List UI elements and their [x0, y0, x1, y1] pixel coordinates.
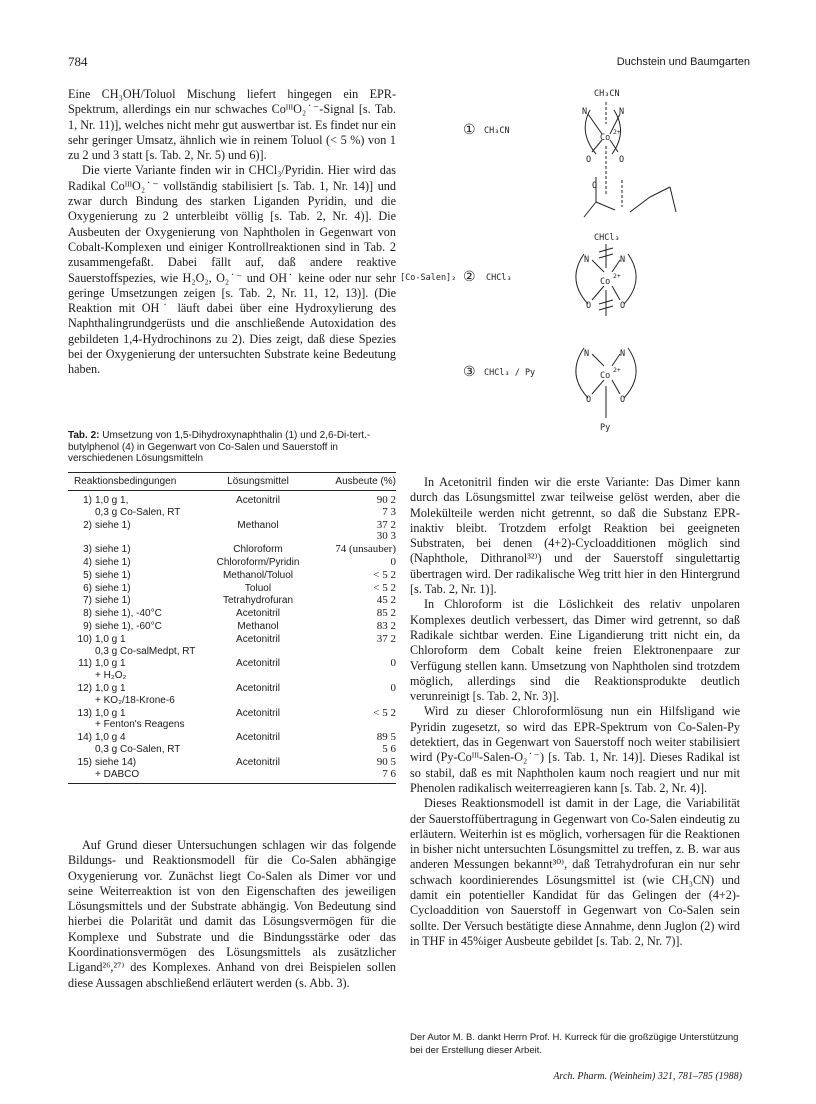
table-header-rule	[68, 490, 396, 491]
axial-ligand-label: CHCl₃	[594, 233, 620, 243]
yield-cell	[314, 683, 396, 707]
row-number: 8)	[83, 608, 92, 620]
axial-ligand-label: Py	[600, 423, 611, 433]
atom-n: N	[582, 107, 588, 117]
yield-value: 85 2	[376, 607, 396, 620]
right-column	[410, 475, 740, 949]
yield-cell	[314, 732, 396, 756]
bond	[592, 380, 604, 394]
condition-text: 1,0 g 1	[95, 633, 126, 645]
column-header: Lösungsmittel	[227, 476, 289, 487]
yield-cell	[314, 608, 396, 620]
table-row	[68, 757, 396, 781]
condition-text-2: 0,3 g Co-Salen, RT	[95, 506, 181, 518]
co-charge: 2+	[613, 128, 621, 136]
yield-cell	[314, 520, 396, 544]
atom-co: Co	[600, 371, 611, 381]
yield-value: 90 2	[376, 494, 396, 506]
table-row	[68, 634, 396, 658]
condition-cell	[68, 608, 202, 620]
row-number: 15)	[77, 756, 92, 768]
condition-text-2: 0,3 g Co-salMedpt, RT	[95, 645, 196, 657]
row-number: 12)	[77, 682, 92, 694]
column-header: Ausbeute (%)	[335, 476, 396, 487]
atom-o: O	[592, 181, 598, 191]
table-row	[68, 621, 396, 633]
bond	[584, 202, 596, 217]
table-2	[68, 472, 396, 784]
table-row	[68, 570, 396, 582]
yield-cell	[314, 757, 396, 781]
table-row	[68, 658, 396, 682]
solvent-cell: Methanol	[237, 519, 279, 531]
solvent-cell: Methanol/Toluol	[222, 569, 294, 581]
bond	[650, 187, 670, 197]
condition-text: 1,0 g 1	[95, 682, 126, 694]
yield-value: < 5 2	[373, 568, 396, 581]
scheme-solvent-label: CHCl₃	[486, 273, 512, 283]
condition-cell	[68, 683, 202, 707]
table-row	[68, 608, 396, 620]
atom-n: N	[584, 255, 590, 265]
yield-value: 37 2	[376, 518, 396, 531]
solvent-cell: Acetonitril	[236, 495, 280, 506]
yield-cell	[314, 658, 396, 682]
paragraph: In Chloroform ist die Löslichkeit des relativ unpolaren Komplexes deutlich verbessert, das Dimer wird getrennt, so daß Radikale sichtbar werden. Eine Ligandierung tritt nicht ein, da Chloroform dem Cobalt keine freien Elektronenpaare zur Verfügung stellen kann. Umsetzung von Naphtholen sind trotzdem möglich, allerdings sind die Reaktionsprodukte deutlich verunreinigt [s. Tab. 2, Nr. 3)].	[410, 597, 740, 704]
table-row	[68, 595, 396, 607]
row-number: 5)	[83, 569, 92, 581]
row-number: 14)	[77, 732, 92, 744]
atom-n: N	[619, 107, 625, 117]
row-number: 7)	[83, 595, 92, 607]
solvent-cell: Acetonitril	[236, 682, 280, 694]
condition-cell	[68, 495, 202, 519]
table-row	[68, 544, 396, 556]
yield-value-2: 7 6	[382, 767, 396, 780]
condition-text: siehe 1)	[95, 582, 131, 594]
condition-cell	[68, 570, 202, 582]
table-caption	[68, 430, 396, 465]
row-number: 13)	[77, 707, 92, 719]
table-row	[68, 583, 396, 595]
condition-text-2: + DABCO	[95, 768, 140, 780]
table-row	[68, 708, 396, 732]
row-number: 1)	[83, 495, 92, 506]
running-head: Duchstein und Baumgarten	[616, 56, 750, 68]
column-header: Reaktionsbedingungen	[74, 476, 177, 487]
condition-cell	[68, 757, 202, 781]
solvent-cell: Chloroform/Pyridin	[216, 556, 300, 568]
solvent-cell: Tetrahydrofuran	[222, 595, 294, 607]
yield-value: 0	[390, 681, 396, 694]
condition-text: siehe 1)	[95, 569, 131, 581]
yield-value: < 5 2	[373, 581, 396, 594]
row-number: 10)	[77, 633, 92, 645]
atom-o: O	[620, 301, 626, 311]
co-charge: 2+	[613, 272, 621, 280]
condition-text-2: 0,3 g Co-Salen, RT	[95, 743, 181, 755]
atom-o: O	[619, 155, 625, 165]
bond	[592, 260, 604, 272]
yield-value: 83 2	[376, 619, 396, 632]
condition-text: siehe 1)	[95, 519, 131, 531]
condition-cell	[68, 621, 202, 633]
condition-text: siehe 14)	[95, 756, 137, 768]
atom-n: N	[584, 349, 590, 359]
table-row	[68, 732, 396, 756]
yield-value-2: 7 3	[382, 505, 396, 518]
yield-cell	[314, 570, 396, 582]
yield-value-2: 30 3	[376, 530, 396, 543]
yield-cell	[314, 621, 396, 633]
bond	[612, 354, 620, 366]
co-salen-complex-1	[584, 102, 676, 217]
bond	[596, 202, 615, 210]
row-number: 3)	[83, 544, 92, 556]
row-number: 6)	[83, 582, 92, 594]
bond	[592, 354, 604, 366]
atom-o: O	[586, 155, 592, 165]
solvent-cell: Methanol	[237, 620, 279, 632]
condition-text: siehe 1), -60°C	[95, 620, 162, 632]
solvent-cell: Acetonitril	[236, 633, 280, 645]
atom-o: O	[620, 395, 626, 405]
table-row	[68, 557, 396, 569]
row-number: 9)	[83, 620, 92, 632]
yield-value: 74 (unsauber)	[335, 543, 396, 556]
bond	[592, 286, 604, 300]
journal-citation: Arch. Pharm. (Weinheim) 321, 781–785 (1988)	[553, 1071, 742, 1082]
yield-value: 90 5	[376, 755, 396, 768]
solvent-cell: Acetonitril	[236, 732, 280, 744]
condition-text-2: + KO₂/18-Krone-6	[95, 694, 175, 706]
solvent-cell: Acetonitril	[236, 707, 280, 719]
yield-value: 0	[390, 555, 396, 568]
atom-o: O	[586, 395, 592, 405]
condition-cell	[68, 708, 202, 732]
scheme-number-2: ②	[463, 269, 476, 285]
condition-cell	[68, 595, 202, 607]
table-bottom-rule	[68, 783, 396, 784]
table-row	[68, 495, 396, 519]
condition-cell	[68, 557, 202, 569]
solvent-cell: Acetonitril	[236, 658, 280, 670]
solvent-cell: Toluol	[244, 582, 272, 594]
scheme-solvent-label: CHCl₃ / Py	[484, 368, 536, 378]
condition-text: 1,0 g 1	[95, 658, 126, 670]
atom-co: Co	[600, 133, 611, 143]
bond	[624, 348, 636, 398]
paragraph: In Acetonitril finden wir die erste Variante: Das Dimer kann durch das Lösungsmittel zwar teilweise gelöst werden, aber die Molekülteile werden nicht getrennt, so daß die Substanz EPR-inaktiv bleibt. Trotzdem erfolgt Reaktion bei geeigneten Substraten, bei denen (4+2)-Cycloadditionen möglich sind (Naphthole, Dithranol³²⁾) und der Sauerstoff singulettartig übertragen wird. Der radikalische Weg tritt hier in den Hintergrund [s. Tab. 2, Nr. 1)].	[410, 475, 740, 597]
left-column-bottom	[68, 838, 396, 991]
condition-text-2: + H₂O₂	[95, 670, 127, 682]
yield-cell	[314, 495, 396, 519]
scheme-solvent-label: CH₃CN	[484, 126, 510, 136]
atom-co: Co	[600, 277, 611, 287]
condition-cell	[68, 544, 202, 556]
acknowledgement: Der Autor M. B. dankt Herrn Prof. H. Kurreck für die großzügige Unterstützung bei der Erstellung dieser Arbeit.	[410, 1032, 739, 1056]
paragraph: Die vierte Variante finden wir in CHCl₃/Pyridin. Hier wird das Radikal CoᴵᴵᴵO₂˙⁻ vollständig stabilisiert [s. Tab. 1, Nr. 14)] und zwar durch Bindung des starken Liganden Pyridin, und die Oxygenierung zu 2 unterbleibt völlig [s. Tab. 2, Nr. 4)]. Die Ausbeuten der Oxygenierung von Naphtholen in Gegenwart von Cobalt-Komplexen und einiger Kontrollreaktionen sind in Tab. 2 zusammengefaßt. Dabei fällt auf, daß andere reaktive Sauerstoffspezies, wie H₂O₂, O₂˙⁻ und OH˙ keine oder nur sehr geringe Umsetzungen zeigen [s. Tab. 2, Nr. 11, 12, 13)]. (Die Reaktion mit OH˙ läuft dabei über eine Hydroxylierung des Naphthalingrundgerüsts und die anschließende Autoxidation des gebildeten 1,4-Hydrochinons zu 2). Dies zeigt, daß diese Spezies bei der Oxygenierung der untersuchten Substrate keine Bedeutung haben.	[68, 163, 396, 377]
yield-cell	[314, 557, 396, 569]
scheme-dimer-label: [Co-Salen]₂	[400, 273, 457, 283]
yield-value: 0	[390, 657, 396, 670]
condition-text: siehe 1)	[95, 556, 131, 568]
condition-cell	[68, 583, 202, 595]
condition-cell	[68, 732, 202, 756]
solvent-cell: Acetonitril	[236, 756, 280, 768]
condition-text: 1,0 g 1	[95, 707, 126, 719]
table-caption-text: Umsetzung von 1,5-Dihydroxynaphthalin (1) und 2,6-Di-tert.-butylphenol (4) in Gegenwart von Co-Salen und Sauerstoff in verschiedenen Lösungsmitteln	[68, 430, 371, 464]
condition-text-2: + Fenton's Reagens	[95, 719, 185, 731]
condition-text: siehe 1), -40°C	[95, 608, 162, 620]
yield-value: 89 5	[376, 731, 396, 744]
solvent-cell: Chloroform	[233, 544, 283, 556]
scheme-number-1: ①	[463, 122, 476, 138]
table-row	[68, 520, 396, 544]
bond	[630, 197, 650, 212]
condition-text: 1,0 g 4	[95, 732, 126, 744]
yield-cell	[314, 595, 396, 607]
condition-cell	[68, 634, 202, 658]
yield-cell	[314, 708, 396, 732]
bond	[624, 254, 636, 304]
condition-cell	[68, 658, 202, 682]
condition-text: 1,0 g 1,	[95, 495, 129, 506]
paragraph: Wird zu dieser Chloroformlösung nun ein Hilfsligand wie Pyridin zugesetzt, so wird das EPR-Spektrum von Co-Salen-Py detektiert, das in Gegenwart von Sauerstoff noch weiter stabilisiert wird (Py-Coᴵᴵᴵ-Salen-O₂˙⁻) [s. Tab. 1, Nr. 14)]. Dieses Radikal ist so stabil, daß es mit Naphtholen kaum noch reagiert und nur mit Phenolen radikalisch weiterreagieren kann [s. Tab. 2, Nr. 4)].	[410, 704, 740, 795]
paragraph: Dieses Reaktionsmodell ist damit in der Lage, die Variabilität der Sauerstoffübertragung in Gegenwart von Co-Salen eindeutig zu erläutern. Weiterhin ist es möglich, vorhersagen für die Reaktionen in bisher nicht untersuchten Lösungsmittel zu treffen, z. B. war aus anderen Messungen bekannt³⁰⁾, daß Tetrahydrofuran ein nur sehr schwach koordinierendes Lösungsmittel ist (wie CH₃CN) und damit ein potentieller Kandidat für das Gelingen der (4+2)-Cycloaddition von Sauerstoff in Gegenwart von Co-Salen sein sollte. Der Versuch bestätigte diese Annahme, denn Juglon (2) wird in THF in 45%iger Ausbeute gebildet [s. Tab. 2, Nr. 7)].	[410, 796, 740, 948]
atom-o: O	[586, 301, 592, 311]
left-column-top	[68, 87, 396, 378]
yield-cell	[314, 544, 396, 556]
bond	[612, 380, 620, 394]
paragraph: Eine CH₃OH/Toluol Mischung liefert hingegen ein EPR-Spektrum, allerdings ein nur schwaches CoᴵᴵᴵO₂˙⁻-Signal [s. Tab. 1, Nr. 11)], welches nicht mehr gut auswertbar ist. Es findet nur ein sehr geringer Umsatz, ähnlich wie in reinem Toluol (< 5 %) von 1 zu 2 und 3 statt [s. Tab. 2, Nr. 5) und 6)].	[68, 87, 396, 163]
solvent-cell: Acetonitril	[236, 608, 280, 620]
page-number: 784	[68, 54, 88, 69]
yield-cell	[314, 583, 396, 595]
yield-cell	[314, 634, 396, 658]
condition-text: siehe 1)	[95, 595, 131, 607]
bond	[612, 286, 620, 300]
axial-ligand-label: CH₃CN	[594, 89, 620, 99]
scheme-number-3: ③	[463, 364, 476, 380]
yield-value-2: 5 6	[382, 742, 396, 755]
table-header-row	[68, 473, 396, 490]
bond	[670, 187, 676, 212]
table-body	[68, 495, 396, 780]
co-charge: 2+	[613, 366, 621, 374]
atom-n: N	[620, 349, 626, 359]
reaction-scheme	[400, 72, 760, 447]
yield-value: < 5 2	[373, 706, 396, 719]
paragraph: Auf Grund dieser Untersuchungen schlagen wir das folgende Bildungs- und Reaktionsmodell für die Co-Salen abhängige Oxygenierung vor. Zunächst liegt Co-Salen als Dimer vor und seine Weiterreaktion ist von den Eigenschaften des jeweiligen Lösungsmittels und der Substrate abhängig. Von Bedeutung sind hierbei die Polarität und damit das Lösungsvermögen für die Komplexe und Substrate und die Bindungsstärke oder das Koordinationsvermögen des Lösungsmittels als zusätzlicher Ligand²⁶,²⁷⁾ des Komplexes. Anhand von drei Beispielen sollen diese Aussagen abschließend erläutert werden (s. Abb. 3).	[68, 838, 396, 990]
row-number: 2)	[83, 519, 92, 531]
table-row	[68, 683, 396, 707]
condition-text: siehe 1)	[95, 544, 131, 556]
table-label: Tab. 2:	[68, 430, 100, 441]
yield-value: 45 2	[376, 594, 396, 607]
bond	[612, 260, 620, 272]
yield-value: 37 2	[376, 632, 396, 645]
row-number: 4)	[83, 556, 92, 568]
condition-cell	[68, 520, 202, 544]
atom-n: N	[620, 255, 626, 265]
bond	[588, 114, 602, 134]
row-number: 11)	[78, 658, 92, 670]
